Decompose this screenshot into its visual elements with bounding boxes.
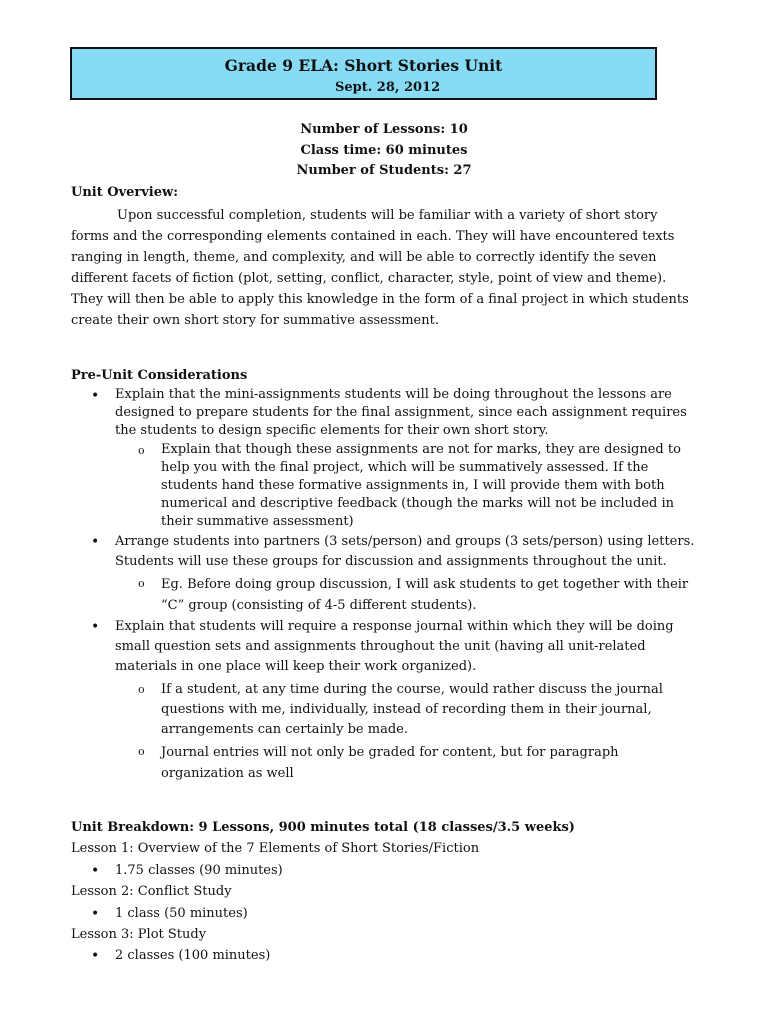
document-title: Grade 9 ELA: Short Stories Unit xyxy=(224,56,503,75)
lesson-title: Lesson 1: Overview of the 7 Elements of Short Stories/Fiction xyxy=(71,841,480,856)
sub-list-item-text: Journal entries will not only be graded for content, but for paragraph organization as well xyxy=(161,745,619,781)
circle-bullet-icon xyxy=(138,441,145,462)
sub-list-item-text: If a student, at any time during the course, would rather discuss the journal questions with me, individually, instead of recording them in their journal, arrangements can certainly be made. xyxy=(161,682,663,737)
lesson-detail: 1 class (50 minutes) xyxy=(115,906,248,921)
overview-section xyxy=(71,205,691,331)
lesson-detail: 1.75 classes (90 minutes) xyxy=(115,863,283,878)
bullet-icon xyxy=(91,532,99,554)
lesson-title: Lesson 3: Plot Study xyxy=(71,927,207,942)
list-item-text: Explain that the mini-assignments students will be doing throughout the lessons are designed to prepare students for the final assignment, since each assignment requires the students to design specific elements for their own short story. xyxy=(115,387,687,438)
stat-class-time: Class time: 60 minutes xyxy=(300,142,468,158)
pre-unit-heading: Pre-Unit Considerations xyxy=(71,368,248,383)
sub-list-item-text: Eg. Before doing group discussion, I will ask students to get together with their “C” group (consisting of 4-5 different students). xyxy=(161,577,689,613)
circle-bullet-icon xyxy=(138,680,145,701)
bullet-icon xyxy=(91,617,99,639)
list-item-text: Arrange students into partners (3 sets/person) and groups (3 sets/person) using letters. Students will use these groups for discussion and assignments throughout the unit. xyxy=(115,534,695,569)
lesson-title: Lesson 2: Conflict Study xyxy=(71,884,232,899)
title-banner xyxy=(70,47,657,100)
sub-list-item-text: Explain that though these assignments are not for marks, they are designed to help you with the final project, which will be summatively assessed. If the students hand these formative assignments in, I will provide them with both numerical and descriptive feedback (though the marks will not be included in their summative assessment) xyxy=(161,442,681,529)
bullet-icon xyxy=(91,946,99,968)
lesson-detail: 2 classes (100 minutes) xyxy=(115,948,271,963)
circle-bullet-icon xyxy=(138,574,145,595)
overview-paragraph: Upon successful completion, students will be familiar with a variety of short story forms and the corresponding elements contained in each. They will have encountered texts ranging in length, theme, and complexity, and will be able to correctly identify the seven different facets of fiction (plot, setting, conflict, character, style, point of view and theme). They will then be able to apply this knowledge in the form of a final project in which students create their own short story for summative assessment. xyxy=(71,208,689,328)
list-item-text: Explain that students will require a response journal within which they will be doing small question sets and assignments throughout the unit (having all unit-related materials in one place will keep their work organized). xyxy=(115,619,674,674)
unit-stats xyxy=(0,120,768,182)
document-date: Sept. 28, 2012 xyxy=(335,80,441,95)
circle-bullet-icon xyxy=(138,742,145,763)
bullet-icon xyxy=(91,861,99,883)
stat-students: Number of Students: 27 xyxy=(296,163,472,178)
stat-lessons: Number of Lessons: 10 xyxy=(300,122,468,137)
breakdown-heading: Unit Breakdown: 9 Lessons, 900 minutes total (18 classes/3.5 weeks) xyxy=(71,820,575,835)
overview-heading: Unit Overview: xyxy=(71,185,179,200)
bullet-icon xyxy=(91,904,99,926)
bullet-icon xyxy=(91,386,99,408)
